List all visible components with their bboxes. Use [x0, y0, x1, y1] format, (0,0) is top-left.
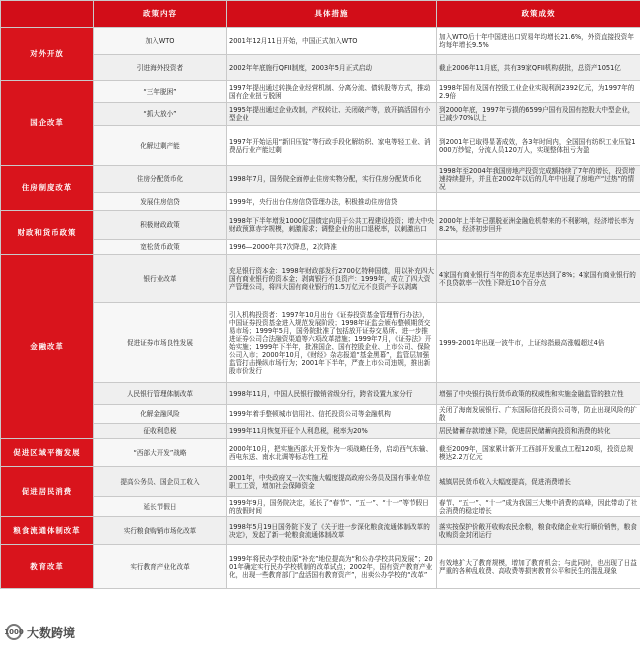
- measure-cell: 1999年，央行出台住房信贷管理办法，积极推动住房信贷: [227, 193, 437, 211]
- item-cell: 引进海外投资者: [94, 55, 227, 81]
- table-row: [1, 55, 640, 81]
- category-cell: 国企改革: [1, 81, 94, 166]
- item-cell: “抓大放小”: [94, 103, 227, 126]
- effect-cell: 有效地扩大了教育规模，增加了教育机会；与此同时，也出现了日益严重的各种乱收费、高收费等损害教育公平和民生的混乱现象: [437, 545, 640, 589]
- item-cell: 人民银行管理体制改革: [94, 383, 227, 405]
- table-row: [1, 303, 640, 383]
- effect-cell: 到2001年已取得显著成效，各3年时间内，全国国有纺织工业压锭1000万纱锭，分流人员120万人，实现整体扭亏为盈: [437, 126, 640, 166]
- effect-cell: 城镇居民货币收入大幅度提高，促进消费增长: [437, 467, 640, 497]
- measure-cell: 2001年，中央政府又一次实施大幅度提高政府公务员及国有事业单位职工工资，增加社会保障资金: [227, 467, 437, 497]
- watermark-text: 大数跨境: [27, 625, 76, 640]
- table-row: [1, 240, 640, 255]
- effect-cell: 居民储蓄存款增速下降，促进居民储蓄向投资和消费的转化: [437, 424, 640, 439]
- table-row: [1, 517, 640, 545]
- effect-cell: 落实按保护价敞开收购农民余粮，粮食收储企业实行顺价销售，粮食收购资金封闭运行: [437, 517, 640, 545]
- category-cell: 粮食流通体制改革: [1, 517, 94, 545]
- measure-cell: 1998年下半年增发1000亿国债定向用于公共工程建设投资；增大中央财政预算赤字规模，刺激需求；调整企业的出口退税率，以刺激出口: [227, 211, 437, 240]
- measure-cell: 1998年5月19日国务院下发了《关于进一步深化粮食流通体制改革的决定》，发起了新一轮粮食流通体制改革: [227, 517, 437, 545]
- effect-cell: [437, 240, 640, 255]
- table-row: [1, 255, 640, 303]
- measure-cell: 1998年11月，中国人民银行撤销省级分行，跨省设置九家分行: [227, 383, 437, 405]
- measure-cell: 1999年将民办学校由原“补充”地位提高为“和公办学校共同发展”；2001年确定实行民办学校机制的改革试点；2002年，国有资产教育产业化，出现一些教育部门“盘活国有教育资产”，出卖公办学校的“改革”: [227, 545, 437, 589]
- table-row: [1, 103, 640, 126]
- watermark-logo-icon: 1000: [6, 624, 22, 640]
- watermark: [6, 622, 75, 642]
- category-cell: 促进居民消费: [1, 467, 94, 517]
- item-cell: 征收利息税: [94, 424, 227, 439]
- measure-cell: 引入机构投资者：1997年10月出台《证券投资基金管理暂行办法》，中国证券投资基金进入规范发展阶段；1998年证监会颁布整顿期货交易市场；1999年5月，国务院批准了包括放开证券交易所、进一步推进证券公司合法融资渠道等六项改革措施；1999年7月，《证券法》开始实施；1999年下半年，批准国企、国有控股企业、上市公司、保险公司入市；2000年10月，《财经》杂志报道“基金黑幕”，监管层加强监管打击操纵市场行为；2001年下半年，严查上市公司违规，推出新股市价发行: [227, 303, 437, 383]
- table-row: [1, 166, 640, 193]
- effect-cell: 截止2006年11月底，共有39家QFII机构获批，总资产1051亿: [437, 55, 640, 81]
- category-cell: 促进区域平衡发展: [1, 439, 94, 467]
- item-cell: 延长节假日: [94, 497, 227, 517]
- item-cell: 促进证券市场良性发展: [94, 303, 227, 383]
- measure-cell: 充足银行资本金：1998年财政部发行2700亿特种国债，用以补充四大国有商业银行的资本金；剥离银行不良资产：1999年，成立了四大资产管理公司，将四大国有商业银行的1.5万亿元不良资产予以剥离: [227, 255, 437, 303]
- effect-cell: 到2000年底，1997年亏损的6599户国有及国有控股大中型企业，已减少70%以上: [437, 103, 640, 126]
- table-row: [1, 126, 640, 166]
- item-cell: 实行教育产业化改革: [94, 545, 227, 589]
- header-measure: 具体措施: [227, 1, 437, 28]
- table-row: [1, 211, 640, 240]
- header-item: 政策内容: [94, 1, 227, 28]
- item-cell: 化解过剩产能: [94, 126, 227, 166]
- effect-cell: 截至2009年，国家累计新开工西部开发重点工程120项，投资总规模达2.2万亿元: [437, 439, 640, 467]
- item-cell: 积极财政政策: [94, 211, 227, 240]
- table-row: [1, 405, 640, 424]
- table-row: [1, 81, 640, 103]
- table-row: [1, 439, 640, 467]
- item-cell: 加入WTO: [94, 28, 227, 55]
- category-cell: 住房制度改革: [1, 166, 94, 211]
- measure-cell: 1997年提出通过转换企业经营机制、分离分流、债转股等方式，推动国有企业扭亏脱困: [227, 81, 437, 103]
- table-row: [1, 28, 640, 55]
- effect-cell: 4家国有商业银行当年的资本充足率达到了8%；4家国有商业银行的不良贷款率一次性下降近10个百分点: [437, 255, 640, 303]
- effect-cell: 2000年上半年已摆脱亚洲金融危机带来的不利影响，经济增长率为8.2%，经济初步回升: [437, 211, 640, 240]
- category-cell: 金融改革: [1, 255, 94, 439]
- table-row: [1, 467, 640, 497]
- measure-cell: 1999年9月，国务院决定，延长了“春节”、“五一”、“十一”等节假日的放假时间: [227, 497, 437, 517]
- measure-cell: 1998年7月，国务院全面停止住房实物分配，实行住房分配货币化: [227, 166, 437, 193]
- measure-cell: 1995年提出通过企业改制，产权转让、关闭破产等，放开搞活国有小型企业: [227, 103, 437, 126]
- category-cell: 教育改革: [1, 545, 94, 589]
- item-cell: 发展住房信贷: [94, 193, 227, 211]
- table-row: [1, 383, 640, 405]
- effect-cell: 1998年至2004年我国房地产投资完成额持续了7年的增长，投资增速持续提升，并且在2002年以后的几年中出现了房地产“过热”的情况: [437, 166, 640, 193]
- measure-cell: 2002年年底施行QFII制度，2003年5月正式启动: [227, 55, 437, 81]
- table-row: [1, 193, 640, 211]
- effect-cell: 1998年国有及国有控股工业企业实现利润2392亿元，为1997年的2.9倍: [437, 81, 640, 103]
- effect-cell: 加入WTO后十年中国进出口贸易年均增长21.6%，外资直接投资年均每年增长9.5%: [437, 28, 640, 55]
- measure-cell: 1999年着手整顿城市信用社、信托投资公司等金融机构: [227, 405, 437, 424]
- effect-cell: 关闭了海南发展银行、广东国际信托投资公司等，防止出现风险的扩散: [437, 405, 640, 424]
- item-cell: 住房分配货币化: [94, 166, 227, 193]
- item-cell: 化解金融风险: [94, 405, 227, 424]
- measure-cell: 1997年开始运用“新旧压锭”等行政手段化解纺织、家电等轻工业、消费品行业产能过剩: [227, 126, 437, 166]
- measure-cell: 2001年12月11日开始，中国正式加入WTO: [227, 28, 437, 55]
- effect-cell: 1999-2001年出现一波牛市，上证综指最高涨幅超过4倍: [437, 303, 640, 383]
- measure-cell: 1999年11月恢复开征个人利息税，税率为20%: [227, 424, 437, 439]
- table-row: [1, 497, 640, 517]
- measure-cell: 1996—2000年共7次降息，2次降准: [227, 240, 437, 255]
- effect-cell: 增强了中央银行执行货币政策的权威性和实施金融监管的独立性: [437, 383, 640, 405]
- category-cell: 财政和货币政策: [1, 211, 94, 255]
- header-corner: [1, 1, 94, 28]
- item-cell: 提高公务员、国企员工收入: [94, 467, 227, 497]
- item-cell: “西部大开发”战略: [94, 439, 227, 467]
- effect-cell: [437, 193, 640, 211]
- header-row: [1, 1, 640, 28]
- header-effect: 政策成效: [437, 1, 640, 28]
- table-row: [1, 424, 640, 439]
- item-cell: “三年脱困”: [94, 81, 227, 103]
- item-cell: 宽松货币政策: [94, 240, 227, 255]
- measure-cell: 2000年10月，把实施西部大开发作为一项战略任务，启动西气东输、西电东送、南水北调等标志性工程: [227, 439, 437, 467]
- item-cell: 银行业改革: [94, 255, 227, 303]
- table-row: [1, 545, 640, 589]
- effect-cell: 春节、“五一”、“十一”成为我国三大集中消费的高峰，因此带动了社会消费的稳定增长: [437, 497, 640, 517]
- category-cell: 对外开放: [1, 28, 94, 81]
- item-cell: 实行粮食购销市场化改革: [94, 517, 227, 545]
